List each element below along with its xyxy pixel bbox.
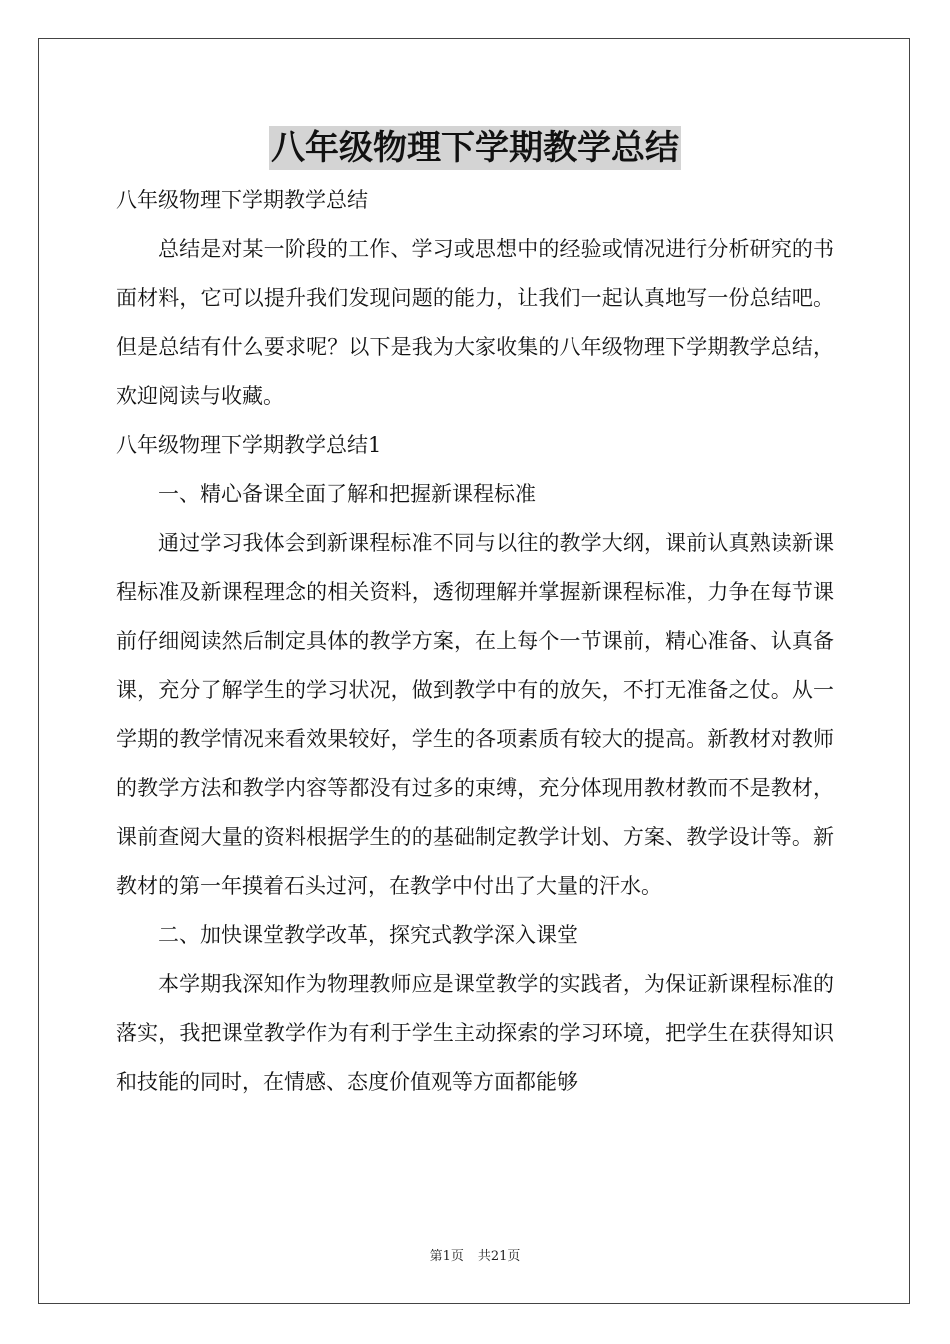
title-container [0,126,950,170]
document-title: 八年级物理下学期教学总结 [271,128,679,168]
body-paragraph-1: 通过学习我体会到新课程标准不同与以往的教学大纲，课前认真熟读新课程标准及新课程理念的相关资料，透彻理解并掌握新课程标准，力争在每节课前仔细阅读然后制定具体的教学方案，在上每个一节课前，精心准备、认真备课，充分了解学生的学习状况，做到教学中有的放矢，不打无准备之仗。从一学期的教学情况来看效果较好，学生的各项素质有较大的提高。新教材对教师的教学方法和教学内容等都没有过多的束缚，充分体现用教材教而不是教材，课前查阅大量的资料根据学生的的基础制定教学计划、方案、教学设计等。新教材的第一年摸着石头过河，在教学中付出了大量的汗水。 [116,531,834,898]
subtitle-line: 八年级物理下学期教学总结 [116,188,368,212]
intro-paragraph: 总结是对某一阶段的工作、学习或思想中的经验或情况进行分析研究的书面材料，它可以提升我们发现问题的能力，让我们一起认真地写一份总结吧。但是总结有什么要求呢？以下是我为大家收集的八年级物理下学期教学总结，欢迎阅读与收藏。 [116,237,834,408]
document-body [116,176,834,1107]
page-total: 共21页 [477,1249,521,1264]
body-paragraph-2: 本学期我深知作为物理教师应是课堂教学的实践者，为保证新课程标准的落实，我把课堂教学作为有利于学生主动探索的学习环境，把学生在获得知识和技能的同时，在情感、态度价值观等方面都能够 [116,972,834,1094]
subheading-2: 二、加快课堂教学改革，探究式教学深入课堂 [158,923,578,947]
page-footer [0,1245,950,1264]
subheading-1: 一、精心备课全面了解和把握新课程标准 [158,482,536,506]
page-number: 第1页 [429,1249,464,1264]
section-heading: 八年级物理下学期教学总结1 [116,433,382,457]
